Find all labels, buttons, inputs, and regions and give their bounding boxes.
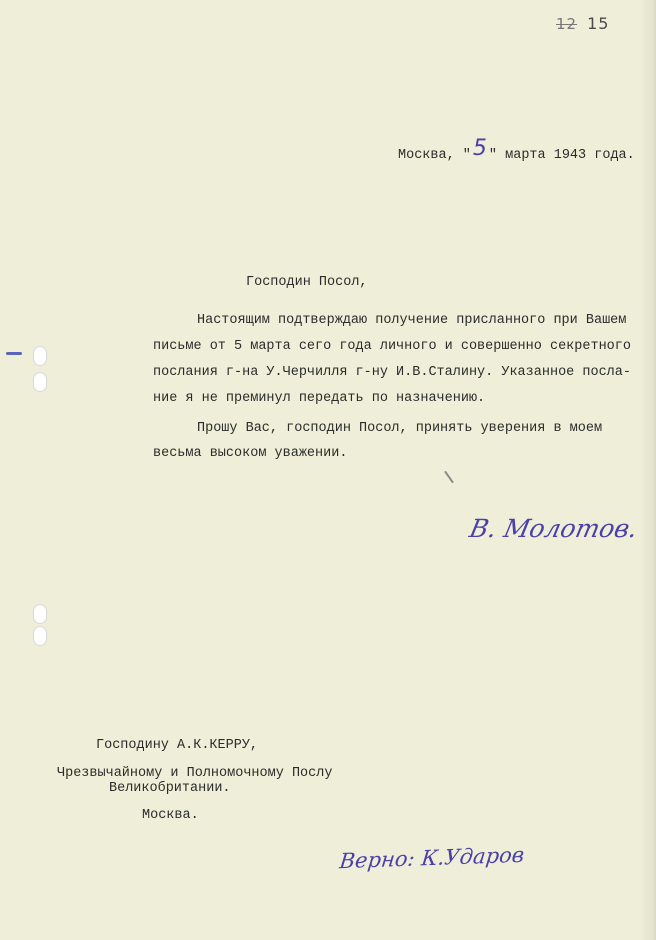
punch-hole-lower-2 <box>33 626 47 646</box>
addressee-city: Москва. <box>142 808 199 823</box>
date-city: Москва, " <box>398 148 471 163</box>
page-edge-shadow <box>640 0 654 940</box>
date-rest: " марта 1943 года. <box>488 148 635 163</box>
body-line-3: послания г-на У.Черчилля г-ну И.В.Сталину. Указанное посла- <box>153 365 631 380</box>
body-line-5: Прошу Вас, господин Посол, принять уверения в моем <box>197 421 603 436</box>
margin-pencil-mark <box>6 352 22 355</box>
signature-handwritten: В. Молотов. <box>466 514 641 543</box>
body-line-6: весьма высоком уважении. <box>153 446 348 461</box>
archive-number-struck: 12 <box>556 15 578 33</box>
certification-handwritten: Верно: К.Ударов <box>338 842 526 874</box>
pencil-stroke <box>444 471 454 484</box>
archive-number <box>556 14 609 33</box>
archive-number-current: 15 <box>587 14 610 33</box>
salutation: Господин Посол, <box>246 275 368 290</box>
addressee-title: Чрезвычайному и Полномочному Послу <box>57 766 333 781</box>
punch-hole-upper-2 <box>33 372 47 392</box>
date-line <box>398 136 635 164</box>
addressee-country: Великобритании. <box>109 781 231 796</box>
body-line-2: письме от 5 марта сего года личного и совершенно секретного <box>153 339 631 354</box>
date-day-handwritten: 5 <box>472 136 487 161</box>
punch-hole-upper-1 <box>33 346 47 366</box>
punch-hole-lower-1 <box>33 604 47 624</box>
body-line-1: Настоящим подтверждаю получение присланного при Вашем <box>197 313 627 328</box>
body-line-4: ние я не преминул передать по назначению. <box>153 391 486 406</box>
addressee-name: Господину А.К.КЕРРУ, <box>96 738 259 753</box>
